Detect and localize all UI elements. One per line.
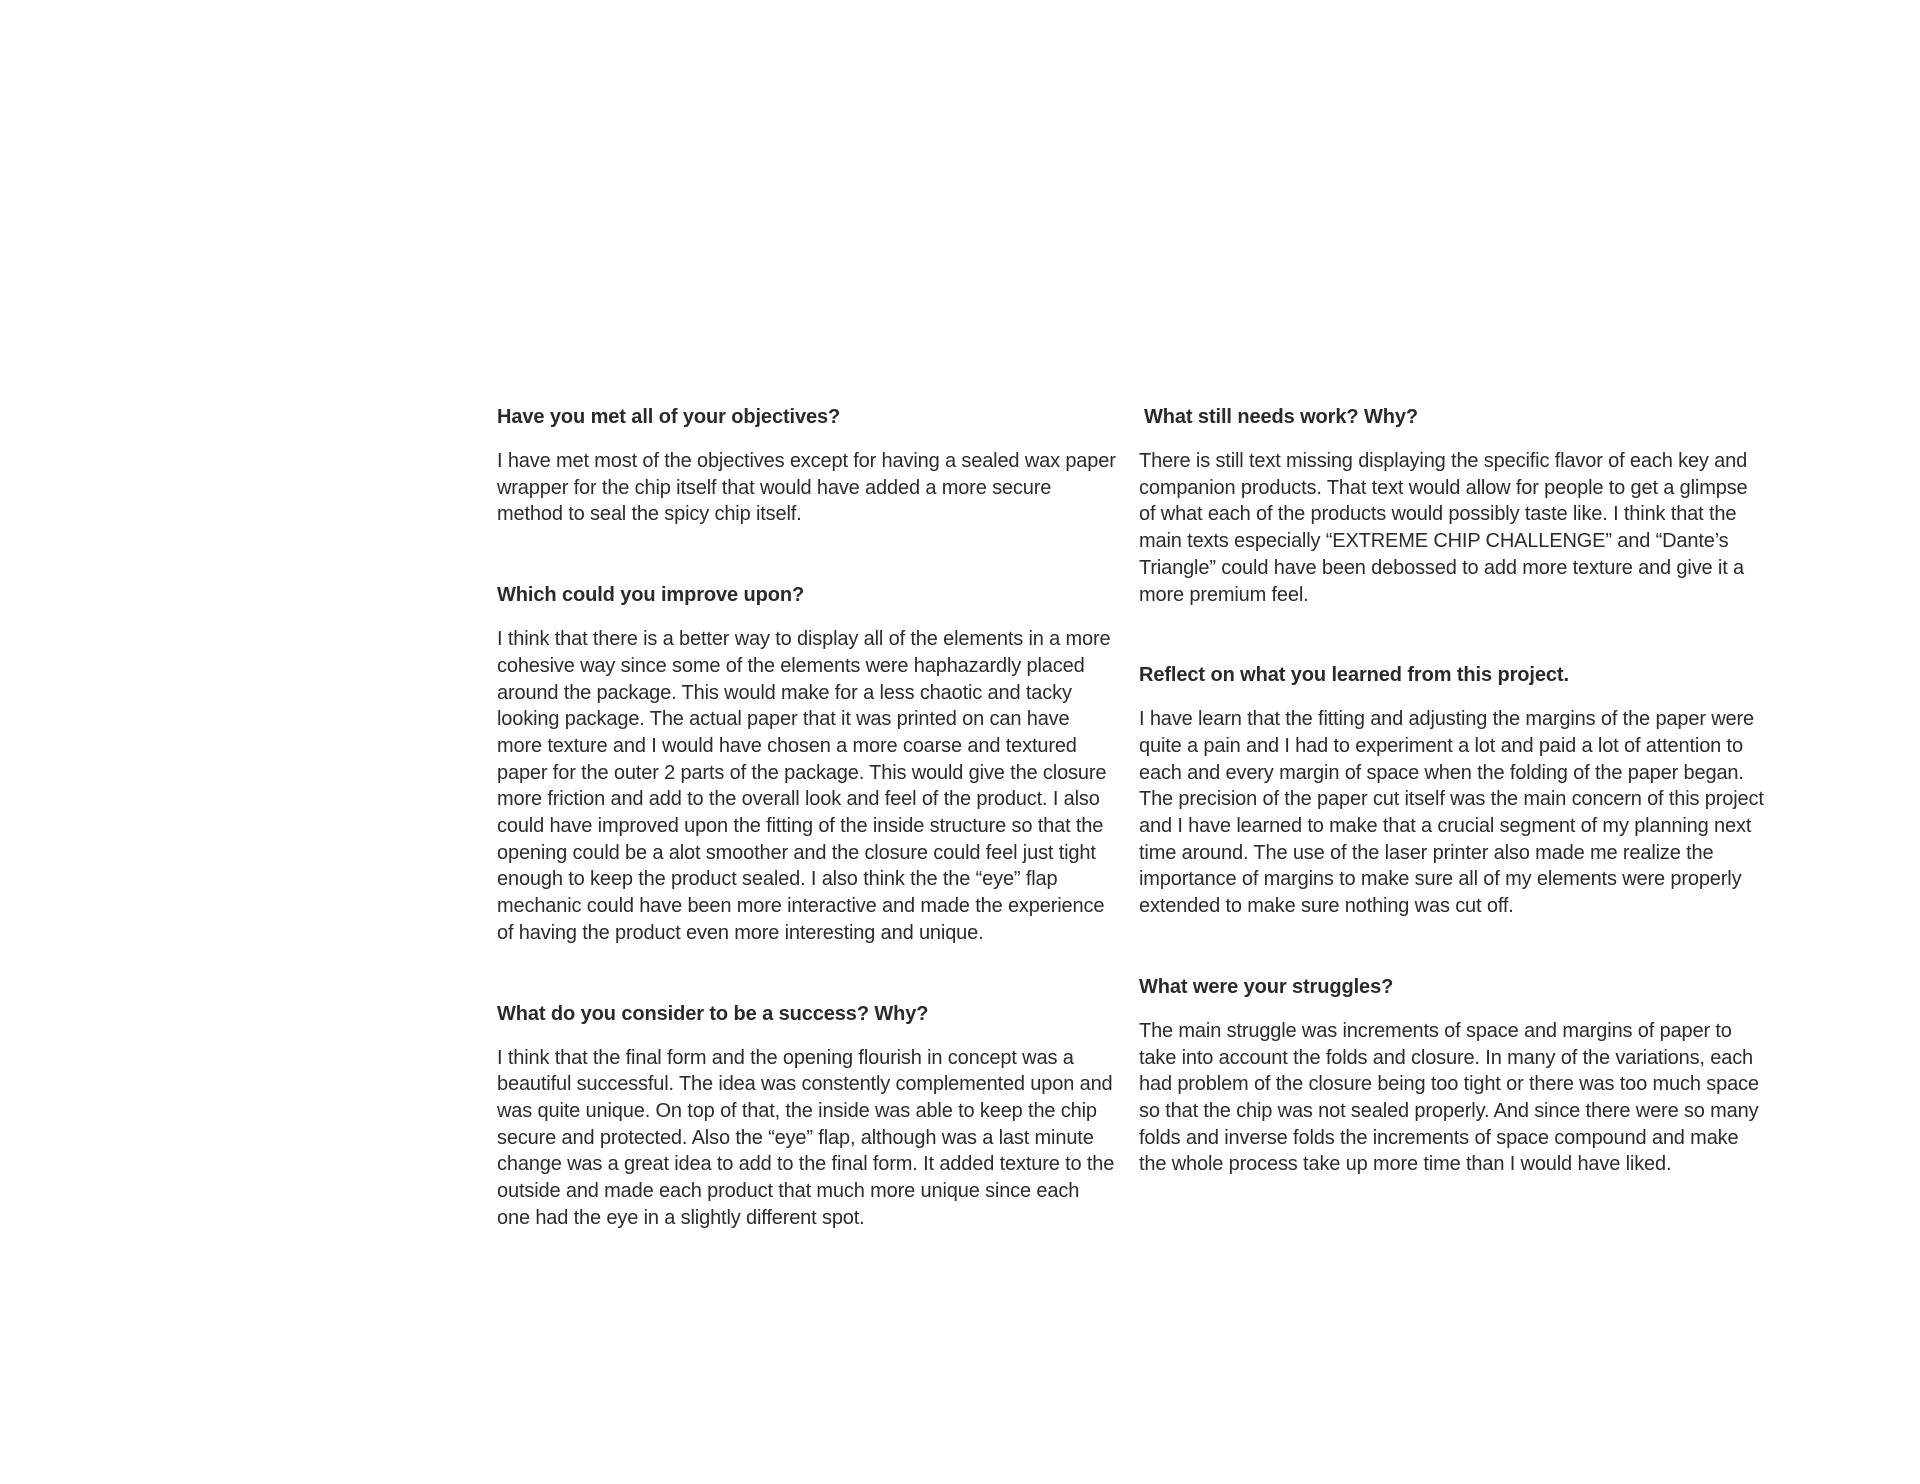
objectives-section xyxy=(497,404,1117,528)
right-column xyxy=(1139,404,1764,1232)
improve-section xyxy=(497,582,1117,946)
improve-heading: Which could you improve upon? xyxy=(497,584,805,607)
success-section xyxy=(497,1001,1117,1232)
needs-work-section xyxy=(1139,404,1764,608)
learned-answer: I have learn that the fitting and adjusting the margins of the paper were quite a pain and I had to experiment a lot and paid a lot of attention to each and every margin of space when the folding of the paper began. The precision of the paper cut itself was the main concern of this project and I have learned to make that a crucial segment of my planning next time around. The use of the laser printer also made me realize the importance of margins to make sure all of my elements were properly extended to make sure nothing was cut off. xyxy=(1139,708,1764,918)
objectives-answer: I have met most of the objectives except for having a sealed wax paper wrapper for the chip itself that would have added a more secure method to seal the spicy chip itself. xyxy=(497,450,1116,526)
success-answer: I think that the final form and the opening flourish in concept was a beautiful successful. The idea was constently complemented upon and was quite unique. On top of that, the inside was able to keep the chip secure and protected. Also the “eye” flap, although was a last minute change was a great idea to add to the final form. It added texture to the outside and made each product that much more unique since each one had the eye in a slightly different spot. xyxy=(497,1046,1115,1229)
struggles-answer: The main struggle was increments of space and margins of paper to take into account the folds and closure. In many of the variations, each had problem of the closure being too tight or there was too much space so that the chip was not sealed properly. And since there were so many folds and inverse folds the increments of space compound and make the whole process take up more time than I would have liked. xyxy=(1139,1019,1759,1176)
learned-heading: Reflect on what you learned from this project. xyxy=(1139,664,1569,687)
improve-answer: I think that there is a better way to display all of the elements in a more cohesive way since some of the elements were haphazardly placed around the package. This would make for a less chaotic and tacky looking package. The actual paper that it was printed on can have more texture and I would have chosen a more coarse and textured paper for the outer 2 parts of the package. This would give the closure more friction and add to the overall look and feel of the product. I also could have improved upon the fitting of the inside structure so that the opening could be a alot smoother and the closure could feel just tight enough to keep the product sealed. I also think the the “eye” flap mechanic could have been more interactive and made the experience of having the product even more interesting and unique. xyxy=(497,628,1111,944)
needs-work-heading: What still needs work? Why? xyxy=(1144,406,1418,428)
struggles-heading: What were your struggles? xyxy=(1139,975,1394,998)
struggles-section xyxy=(1139,974,1764,1178)
objectives-heading: Have you met all of your objectives? xyxy=(497,406,841,428)
left-column xyxy=(497,404,1117,1285)
success-heading: What do you consider to be a success? Why? xyxy=(497,1002,929,1025)
learned-section xyxy=(1139,662,1764,920)
needs-work-answer: There is still text missing displaying the specific flavor of each key and companion products. That text would allow for people to get a glimpse of what each of the products would possibly taste like. I think that the main texts especially “EXTREME CHIP CHALLENGE” and “Dante’s Triangle” could have been debossed to add more texture and give it a more premium feel. xyxy=(1139,450,1748,606)
